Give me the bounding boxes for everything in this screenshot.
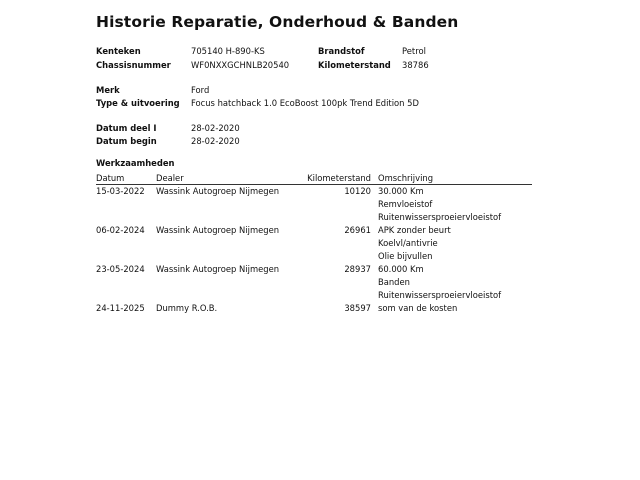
- row-omschrijving-line: Koelvl/antivrie: [378, 238, 438, 248]
- km-label: Kilometerstand: [318, 60, 391, 70]
- datum-begin-value: 28-02-2020: [191, 136, 240, 146]
- brandstof-label: Brandstof: [318, 46, 365, 56]
- header-km: Kilometerstand: [307, 173, 371, 183]
- merk-value: Ford: [191, 85, 210, 95]
- row-omschrijving-line: Olie bijvullen: [378, 251, 433, 261]
- datum-begin-label: Datum begin: [96, 136, 157, 146]
- datum-deel-label: Datum deel I: [96, 123, 157, 133]
- row-datum: 06-02-2024: [96, 225, 145, 235]
- chassis-label: Chassisnummer: [96, 60, 171, 70]
- row-omschrijving-line: Ruitenwissersproeiervloeistof: [378, 212, 502, 222]
- row-omschrijving-line: 60.000 Km: [378, 264, 424, 274]
- chassis-value: WF0NXXGCHNLB20540: [191, 60, 290, 70]
- km-value: 38786: [402, 60, 429, 70]
- row-dealer: Wassink Autogroep Nijmegen: [156, 225, 280, 235]
- brandstof-value: Petrol: [402, 46, 426, 56]
- row-datum: 23-05-2024: [96, 264, 145, 274]
- section-title: Werkzaamheden: [96, 158, 175, 168]
- merk-label: Merk: [96, 85, 120, 95]
- row-km: 38597: [344, 303, 371, 313]
- header-dealer: Dealer: [156, 173, 184, 183]
- row-datum: 15-03-2022: [96, 186, 145, 196]
- row-omschrijving-line: som van de kosten: [378, 303, 458, 313]
- header-datum: Datum: [96, 173, 125, 183]
- row-km: 26961: [344, 225, 371, 235]
- kenteken-label: Kenteken: [96, 46, 141, 56]
- header-omschrijving: Omschrijving: [378, 173, 434, 183]
- row-km: 28937: [344, 264, 371, 274]
- header-divider: [96, 184, 532, 185]
- row-omschrijving-line: APK zonder beurt: [378, 225, 451, 235]
- row-km: 10120: [344, 186, 371, 196]
- page-title: Historie Reparatie, Onderhoud & Banden: [96, 13, 459, 31]
- kenteken-value: 705140 H-890-KS: [191, 46, 265, 56]
- type-label: Type & uitvoering: [96, 98, 180, 108]
- row-dealer: Dummy R.O.B.: [156, 303, 218, 313]
- row-omschrijving-line: 30.000 Km: [378, 186, 424, 196]
- row-omschrijving-line: Ruitenwissersproeiervloeistof: [378, 290, 502, 300]
- type-value: Focus hatchback 1.0 EcoBoost 100pk Trend Edition 5D: [191, 98, 419, 108]
- row-omschrijving-line: Banden: [378, 277, 410, 287]
- datum-deel-value: 28-02-2020: [191, 123, 240, 133]
- row-dealer: Wassink Autogroep Nijmegen: [156, 264, 280, 274]
- row-omschrijving-line: Remvloeistof: [378, 199, 433, 209]
- row-dealer: Wassink Autogroep Nijmegen: [156, 186, 280, 196]
- row-datum: 24-11-2025: [96, 303, 145, 313]
